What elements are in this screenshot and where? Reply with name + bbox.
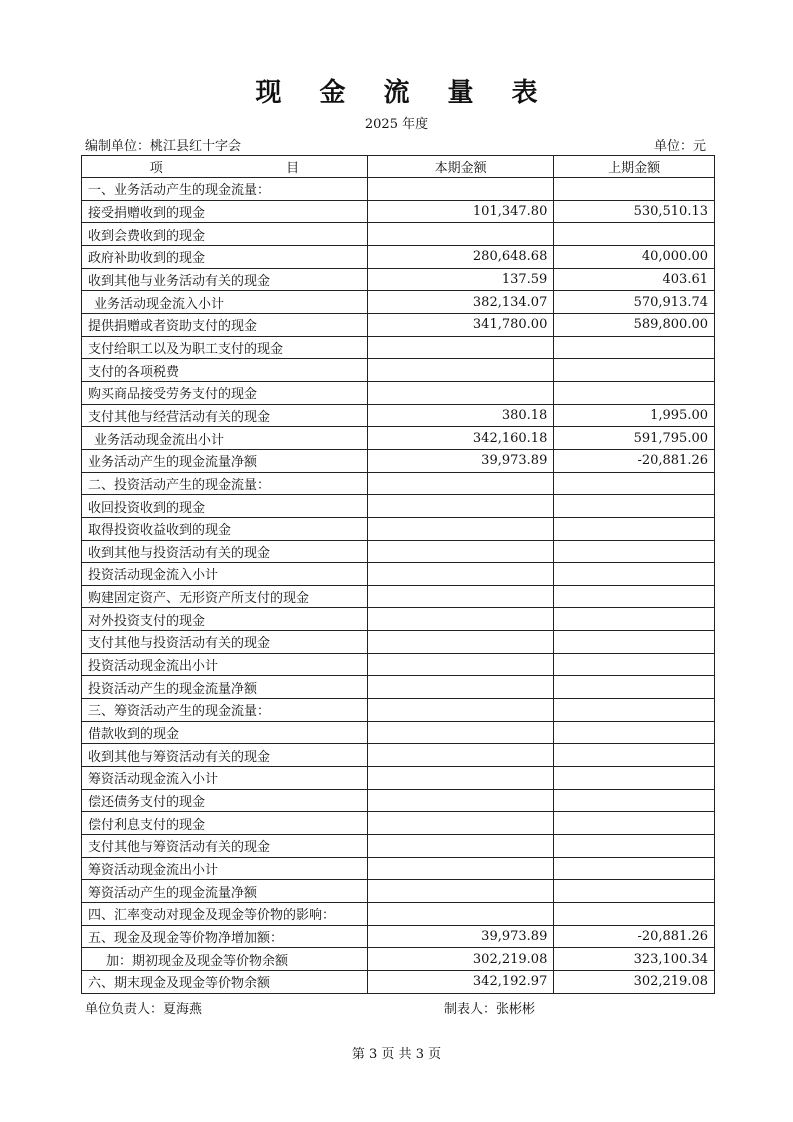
previous-amount bbox=[554, 812, 715, 835]
row-label: 筹资活动产生的现金流量净额 bbox=[82, 880, 368, 903]
row-label: 五、现金及现金等价物净增加额： bbox=[82, 925, 368, 948]
table-row bbox=[82, 359, 715, 382]
responsible-person: 单位负责人：夏海燕 bbox=[85, 1002, 203, 1017]
row-label: 购建固定资产、无形资产所支付的现金 bbox=[82, 585, 368, 608]
current-amount bbox=[367, 903, 553, 926]
current-amount: 341,780.00 bbox=[367, 313, 553, 336]
previous-amount bbox=[554, 880, 715, 903]
previous-amount bbox=[554, 721, 715, 744]
previous-amount: 403.61 bbox=[554, 268, 715, 291]
current-amount bbox=[367, 495, 553, 518]
table-row bbox=[82, 812, 715, 835]
header-previous: 上期金额 bbox=[554, 156, 715, 178]
previous-amount bbox=[554, 495, 715, 518]
header-item-b: 目 bbox=[286, 161, 300, 176]
table-row bbox=[82, 970, 715, 993]
table-row bbox=[82, 427, 715, 450]
table-row bbox=[82, 653, 715, 676]
preparer: 制表人：张彬彬 bbox=[444, 1002, 536, 1017]
previous-amount bbox=[554, 903, 715, 926]
row-label: 偿还债务支付的现金 bbox=[82, 789, 368, 812]
table-row bbox=[82, 313, 715, 336]
current-amount bbox=[367, 517, 553, 540]
table-row bbox=[82, 857, 715, 880]
current-amount bbox=[367, 880, 553, 903]
reporting-entity: 编制单位：桃江县红十字会 bbox=[85, 139, 242, 154]
row-label: 支付其他与经营活动有关的现金 bbox=[82, 404, 368, 427]
previous-amount bbox=[554, 223, 715, 246]
table-row bbox=[82, 585, 715, 608]
table-row bbox=[82, 835, 715, 858]
row-label: 收到会费收到的现金 bbox=[82, 223, 368, 246]
row-label: 业务活动现金流出小计 bbox=[82, 427, 368, 450]
current-amount: 39,973.89 bbox=[367, 449, 553, 472]
current-amount bbox=[367, 812, 553, 835]
table-row bbox=[82, 404, 715, 427]
current-amount: 280,648.68 bbox=[367, 245, 553, 268]
table-row bbox=[82, 200, 715, 223]
current-amount: 39,973.89 bbox=[367, 925, 553, 948]
row-label: 接受捐赠收到的现金 bbox=[82, 200, 368, 223]
current-amount: 382,134.07 bbox=[367, 291, 553, 314]
current-amount bbox=[367, 381, 553, 404]
table-row bbox=[82, 381, 715, 404]
previous-amount bbox=[554, 835, 715, 858]
header-item-a: 项 bbox=[149, 161, 163, 176]
row-label: 投资活动产生的现金流量净额 bbox=[82, 676, 368, 699]
table-row bbox=[82, 789, 715, 812]
previous-amount bbox=[554, 563, 715, 586]
previous-amount bbox=[554, 540, 715, 563]
table-row bbox=[82, 699, 715, 722]
row-label: 偿付利息支付的现金 bbox=[82, 812, 368, 835]
table-row bbox=[82, 608, 715, 631]
previous-amount: 570,913.74 bbox=[554, 291, 715, 314]
previous-amount bbox=[554, 336, 715, 359]
current-amount: 380.18 bbox=[367, 404, 553, 427]
row-label: 政府补助收到的现金 bbox=[82, 245, 368, 268]
previous-amount: 1,995.00 bbox=[554, 404, 715, 427]
current-amount bbox=[367, 857, 553, 880]
current-amount bbox=[367, 721, 553, 744]
table-row bbox=[82, 767, 715, 790]
current-amount bbox=[367, 767, 553, 790]
previous-amount bbox=[554, 381, 715, 404]
table-row bbox=[82, 449, 715, 472]
previous-amount bbox=[554, 676, 715, 699]
row-label: 支付其他与筹资活动有关的现金 bbox=[82, 835, 368, 858]
previous-amount bbox=[554, 653, 715, 676]
current-amount bbox=[367, 223, 553, 246]
row-label: 三、筹资活动产生的现金流量： bbox=[82, 699, 368, 722]
header-current: 本期金额 bbox=[367, 156, 553, 178]
previous-amount: 40,000.00 bbox=[554, 245, 715, 268]
row-label: 筹资活动现金流入小计 bbox=[82, 767, 368, 790]
current-amount: 342,160.18 bbox=[367, 427, 553, 450]
table-row bbox=[82, 517, 715, 540]
row-label: 投资活动现金流出小计 bbox=[82, 653, 368, 676]
current-amount: 101,347.80 bbox=[367, 200, 553, 223]
previous-amount: 323,100.34 bbox=[554, 948, 715, 971]
table-row bbox=[82, 721, 715, 744]
table-row bbox=[82, 676, 715, 699]
currency-unit: 单位：元 bbox=[653, 139, 706, 154]
current-amount bbox=[367, 608, 553, 631]
report-year: 2025 年度 bbox=[364, 117, 429, 132]
row-label: 收到其他与筹资活动有关的现金 bbox=[82, 744, 368, 767]
current-amount bbox=[367, 585, 553, 608]
previous-amount: 302,219.08 bbox=[554, 970, 715, 993]
row-label: 支付的各项税费 bbox=[82, 359, 368, 382]
row-label: 四、汇率变动对现金及现金等价物的影响： bbox=[82, 903, 368, 926]
table-row bbox=[82, 948, 715, 971]
row-label: 投资活动现金流入小计 bbox=[82, 563, 368, 586]
row-label: 一、业务活动产生的现金流量： bbox=[82, 178, 368, 201]
header-item bbox=[82, 156, 368, 178]
table-row bbox=[82, 631, 715, 654]
row-label: 二、投资活动产生的现金流量： bbox=[82, 472, 368, 495]
previous-amount: 530,510.13 bbox=[554, 200, 715, 223]
row-label: 收到其他与投资活动有关的现金 bbox=[82, 540, 368, 563]
row-label: 对外投资支付的现金 bbox=[82, 608, 368, 631]
previous-amount bbox=[554, 178, 715, 201]
row-label: 支付给职工以及为职工支付的现金 bbox=[82, 336, 368, 359]
previous-amount bbox=[554, 517, 715, 540]
table-header-row bbox=[82, 156, 715, 178]
table-row bbox=[82, 925, 715, 948]
current-amount bbox=[367, 835, 553, 858]
current-amount bbox=[367, 653, 553, 676]
cash-flow-table bbox=[81, 155, 715, 994]
row-label: 业务活动现金流入小计 bbox=[82, 291, 368, 314]
current-amount bbox=[367, 336, 553, 359]
current-amount: 302,219.08 bbox=[367, 948, 553, 971]
current-amount bbox=[367, 676, 553, 699]
previous-amount bbox=[554, 608, 715, 631]
table-row bbox=[82, 245, 715, 268]
previous-amount bbox=[554, 857, 715, 880]
row-label: 支付其他与投资活动有关的现金 bbox=[82, 631, 368, 654]
table-row bbox=[82, 540, 715, 563]
table-row bbox=[82, 903, 715, 926]
previous-amount bbox=[554, 789, 715, 812]
previous-amount bbox=[554, 744, 715, 767]
previous-amount: -20,881.26 bbox=[554, 449, 715, 472]
row-label: 筹资活动现金流出小计 bbox=[82, 857, 368, 880]
table-row bbox=[82, 268, 715, 291]
current-amount bbox=[367, 563, 553, 586]
previous-amount bbox=[554, 767, 715, 790]
row-label: 提供捐赠或者资助支付的现金 bbox=[82, 313, 368, 336]
row-label: 六、期末现金及现金等价物余额 bbox=[82, 970, 368, 993]
current-amount: 137.59 bbox=[367, 268, 553, 291]
table-row bbox=[82, 223, 715, 246]
current-amount: 342,192.97 bbox=[367, 970, 553, 993]
table-row bbox=[82, 472, 715, 495]
previous-amount bbox=[554, 472, 715, 495]
current-amount bbox=[367, 699, 553, 722]
page-title: 现金流量表 bbox=[255, 78, 576, 108]
previous-amount bbox=[554, 585, 715, 608]
row-label: 取得投资收益收到的现金 bbox=[82, 517, 368, 540]
current-amount bbox=[367, 472, 553, 495]
table-row bbox=[82, 178, 715, 201]
table-row bbox=[82, 291, 715, 314]
table-row bbox=[82, 336, 715, 359]
row-label: 收回投资收到的现金 bbox=[82, 495, 368, 518]
previous-amount bbox=[554, 699, 715, 722]
previous-amount bbox=[554, 631, 715, 654]
previous-amount: 589,800.00 bbox=[554, 313, 715, 336]
current-amount bbox=[367, 631, 553, 654]
current-amount bbox=[367, 540, 553, 563]
previous-amount: -20,881.26 bbox=[554, 925, 715, 948]
row-label: 收到其他与业务活动有关的现金 bbox=[82, 268, 368, 291]
table-row bbox=[82, 744, 715, 767]
row-label: 购买商品接受劳务支付的现金 bbox=[82, 381, 368, 404]
table-row bbox=[82, 563, 715, 586]
table-row bbox=[82, 880, 715, 903]
table-row bbox=[82, 495, 715, 518]
row-label: 业务活动产生的现金流量净额 bbox=[82, 449, 368, 472]
current-amount bbox=[367, 744, 553, 767]
previous-amount: 591,795.00 bbox=[554, 427, 715, 450]
current-amount bbox=[367, 359, 553, 382]
current-amount bbox=[367, 178, 553, 201]
previous-amount bbox=[554, 359, 715, 382]
row-label: 借款收到的现金 bbox=[82, 721, 368, 744]
page-number: 第 3 页 共 3 页 bbox=[351, 1047, 442, 1062]
row-label: 加：期初现金及现金等价物余额 bbox=[82, 948, 368, 971]
current-amount bbox=[367, 789, 553, 812]
